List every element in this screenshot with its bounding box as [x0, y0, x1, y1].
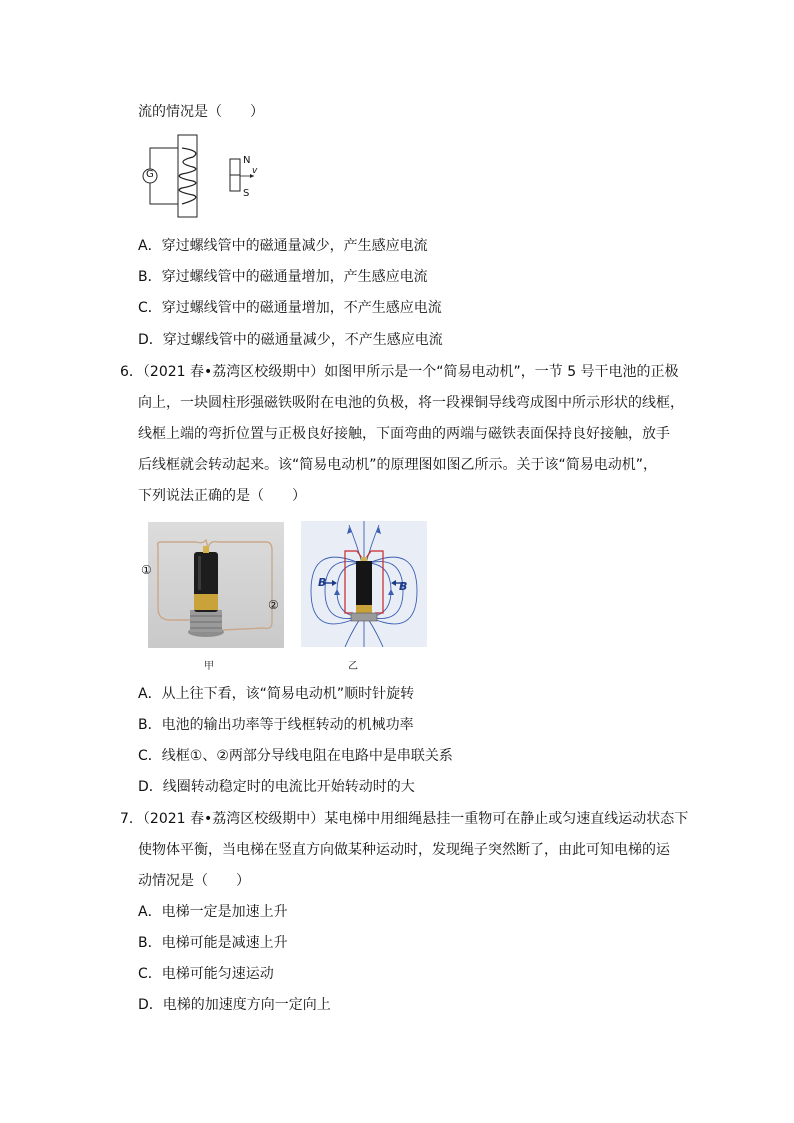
- q5-option-d[interactable]: D．穿过螺线管中的磁通量减少，不产生感应电流: [138, 332, 443, 348]
- q6-photo-jia: [148, 522, 284, 648]
- galvanometer-label: G: [146, 169, 154, 180]
- q6-stem-line-3: 线框上端的弯折位置与正极良好接触，下面弯曲的两端与磁铁表面保持良好接触，放手: [138, 426, 670, 442]
- q6-stem-line-5: 下列说法正确的是（ ）: [138, 488, 306, 504]
- q5-stem-tail: 流的情况是（ ）: [138, 104, 264, 120]
- field-label-left: B: [318, 576, 327, 589]
- q6-option-a[interactable]: A．从上往下看，该“简易电动机”顺时针旋转: [138, 686, 415, 702]
- q5-option-b[interactable]: B．穿过螺线管中的磁通量增加，产生感应电流: [138, 269, 428, 285]
- magnet-north-label: N: [243, 155, 251, 166]
- q6-stem-line-2: 向上，一块圆柱形强磁铁吸附在电池的负极，将一段裸铜导线弯成图中所示形状的线框，: [138, 395, 684, 411]
- q7-option-c[interactable]: C．电梯可能匀速运动: [138, 966, 274, 982]
- q7-option-b[interactable]: B．电梯可能是减速上升: [138, 935, 288, 951]
- caption-yi: 乙: [348, 661, 358, 672]
- magnet-south-label: S: [243, 188, 250, 199]
- q7-stem-line-2: 使物体平衡，当电梯在竖直方向做某种运动时，发现绳子突然断了，由此可知电梯的运: [138, 842, 670, 858]
- q6-stem-line-4: 后线框就会转动起来。该“简易电动机”的原理图如图乙所示。关于该“简易电动机”，: [138, 457, 658, 473]
- q5-solenoid-figure: [140, 133, 260, 219]
- velocity-label: v: [252, 166, 258, 176]
- jia-mark-1: ①: [141, 563, 152, 577]
- q6-option-b[interactable]: B．电池的输出功率等于线框转动的机械功率: [138, 717, 414, 733]
- caption-jia: 甲: [204, 661, 214, 672]
- q6-option-c[interactable]: C．线框①、②两部分导线电阻在电路中是串联关系: [138, 748, 453, 764]
- q6-option-d[interactable]: D．线圈转动稳定时的电流比开始转动时的大: [138, 779, 415, 795]
- jia-mark-2: ②: [268, 598, 279, 612]
- q5-option-c[interactable]: C．穿过螺线管中的磁通量增加，不产生感应电流: [138, 300, 442, 316]
- q7-stem-line-1: 7．（2021 春•荔湾区校级期中）某电梯中用细绳悬挂一重物可在静止或匀速直线运动状态下: [120, 811, 689, 827]
- q6-stem-line-1: 6．（2021 春•荔湾区校级期中）如图甲所示是一个“简易电动机”，一节 5 号干电池的正极: [120, 364, 679, 380]
- q7-stem-line-3: 动情况是（ ）: [138, 873, 250, 889]
- q7-option-d[interactable]: D．电梯的加速度方向一定向上: [138, 997, 331, 1013]
- field-label-right: B: [399, 580, 408, 593]
- q5-option-a[interactable]: A．穿过螺线管中的磁通量减少，产生感应电流: [138, 238, 428, 254]
- q7-option-a[interactable]: A．电梯一定是加速上升: [138, 904, 288, 920]
